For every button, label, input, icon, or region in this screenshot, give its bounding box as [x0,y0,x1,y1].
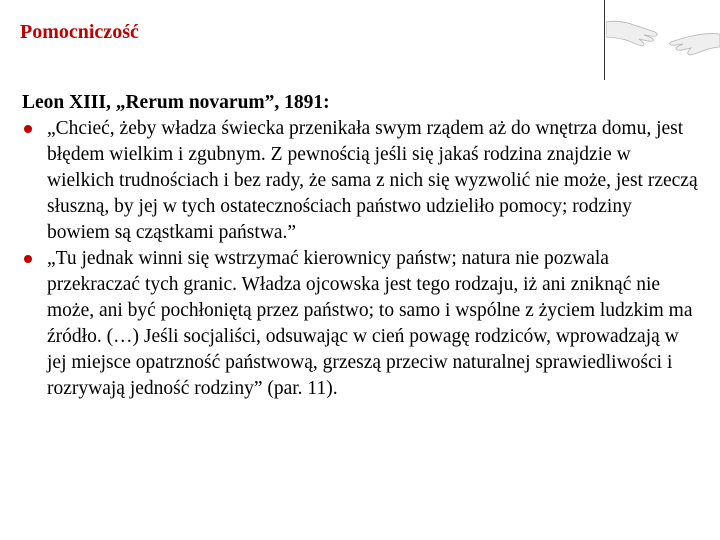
list-item [22,246,698,402]
slide-title: Pomocniczość [20,21,139,43]
quote-heading: Leon XIII, „Rerum novarum”, 1891: [22,92,330,113]
bullet-dot-icon [24,255,32,263]
bullet-dot-icon [24,125,32,133]
list-item [22,116,698,246]
bullet-text: „Chcieć, żeby władza świecka przenikała swym rządem aż do wnętrza domu, jest błędem wielkim i zgubnym. Z pewnością jeśli się jakaś rodzina znajdzie w wielkich trudnościach i bez rady, że sama z nich się wyzwolić nie może, jest rzeczą słuszną, by jej w tych ostatecznościach państwo udzieliło pomocy; rodziny bowiem są cząstkami państwa.” [47,118,698,243]
title-divider-line [604,0,605,80]
creation-hands-icon [606,0,720,80]
bullet-text: „Tu jednak winni się wstrzymać kierownicy państw; natura nie pozwala przekraczać tych granic. Władza ojcowska jest tego rodzaju, iż ani zniknąć nie może, ani być pochłoniętą przez państwo; to samo i wspólne z życiem ludzkim ma źródło. (…) Jeśli socjaliści, odsuwając w cień powagę rodziców, wprowadzają w jej miejsce opatrzność państwową, grzeszą przeciw naturalnej sprawiedliwości i rozrywają jedność rodziny” (par. 11). [47,248,693,399]
bullet-list [22,116,698,402]
slide-content [22,90,698,402]
